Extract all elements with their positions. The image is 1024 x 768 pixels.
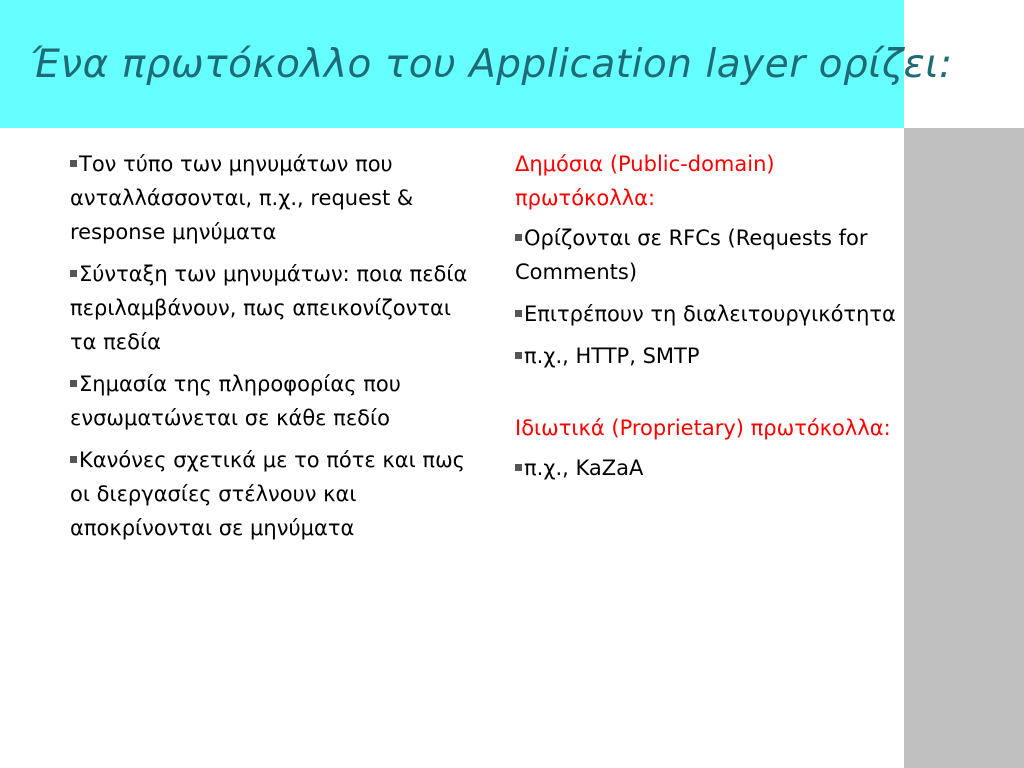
list-item [515,297,915,331]
list-item-text: Σημασία της πληροφορίας που ενσωματώνεται σε κάθε πεδίο [70,372,401,430]
bullet-icon [515,352,522,359]
list-item-text: Τον τύπο των μηνυμάτων που ανταλλάσσονται, π.χ., request & response μηνύματα [70,152,414,244]
bullet-icon [70,456,77,463]
list-item-text: π.χ., HTTP, SMTP [524,344,700,368]
list-item [515,221,915,289]
bullet-icon [70,270,77,277]
list-item [70,443,470,545]
list-item [70,367,470,435]
proprietary-protocols-heading: Ιδιωτικά (Proprietary) πρωτόκολλα: [515,416,891,440]
list-item-text: Ορίζονται σε RFCs (Requests for Comments) [515,226,868,284]
slide-title: Ένα πρωτόκολλο του Application layer ορίζει: [30,42,953,87]
bullet-icon [70,380,77,387]
list-item-text: Σύνταξη των μηνυμάτων: ποια πεδία περιλαμβάνουν, πως απεικονίζονται τα πεδία [70,262,468,354]
bullet-icon [70,160,77,167]
section-gap [515,381,915,411]
bullet-icon [515,234,522,241]
list-item-text: Επιτρέπουν τη διαλειτουργικότητα [524,302,896,326]
list-item-text: π.χ., KaZaA [524,456,644,480]
list-item [70,147,470,249]
bullet-icon [515,464,522,471]
public-protocols-heading: Δημόσια (Public-domain) πρωτόκολλα: [515,152,775,210]
right-column [515,147,915,493]
bullet-icon [515,310,522,317]
list-item [515,451,915,485]
list-item-text: Κανόνες σχετικά με το πότε και πως οι διεργασίες στέλνουν και αποκρίνονται σε μηνύματα [70,448,465,540]
left-column [70,147,470,553]
list-item [70,257,470,359]
list-item [515,339,915,373]
